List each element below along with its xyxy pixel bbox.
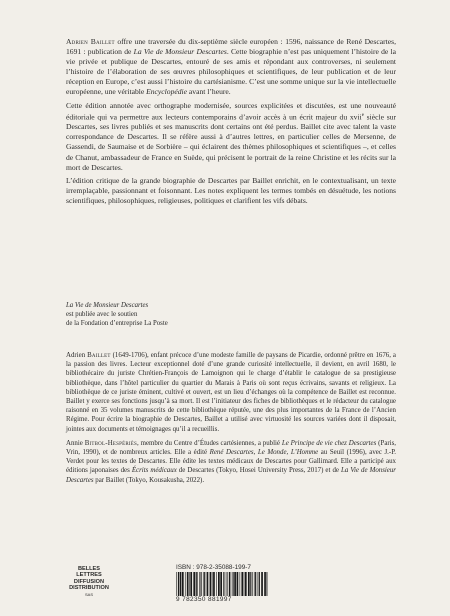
barcode-bar xyxy=(245,572,247,596)
barcode-bar xyxy=(203,572,204,596)
barcode-bar xyxy=(258,572,259,596)
barcode-bar xyxy=(252,572,253,596)
barcode-bar xyxy=(196,572,197,596)
barcode-bar xyxy=(259,572,260,596)
barcode-bar xyxy=(199,572,200,596)
barcode-bar xyxy=(248,572,250,596)
barcode-digits: 9 782350 881997 xyxy=(176,596,232,603)
barcode-bar xyxy=(231,572,232,596)
barcode-bar xyxy=(226,572,227,596)
barcode-bar xyxy=(212,572,213,596)
barcode-bar xyxy=(244,572,245,596)
barcode-bar xyxy=(218,572,220,596)
barcode-bar xyxy=(178,572,179,596)
barcode-bar xyxy=(176,572,177,596)
barcode-bar xyxy=(187,572,189,596)
barcode-bar xyxy=(237,572,239,596)
barcode-bar xyxy=(180,572,182,596)
barcode-bar xyxy=(233,572,234,596)
barcode-bar xyxy=(210,572,212,596)
barcode xyxy=(176,572,268,596)
barcode-bar xyxy=(240,572,241,596)
barcode-bar xyxy=(261,572,263,596)
isbn-text: ISBN : 978-2-35088-199-7 xyxy=(176,564,251,571)
back-cover-footer xyxy=(66,564,396,606)
barcode-bar xyxy=(264,572,266,596)
isbn-block xyxy=(176,564,376,606)
barcode-bar xyxy=(185,572,186,596)
barcode-bar xyxy=(241,572,243,596)
barcode-bar xyxy=(204,572,205,596)
bio-bitbol: Annie Bitbol-Hespériès, membre du Centre d’Études cartésiennes, a publié Le Principe de vie chez Descartes (Paris, Vrin, 1990), et de nombreux articles. Elle a édité René Descartes, Le Monde, L’Homme au Seuil (1996), avec J.-P. Verdet pour les textes de Descartes. Elle édite les textes médicaux de Descartes pour Gallimard. Elle a participé aux éditions japonaises des Écrits médicaux de Descartes (Tokyo, Hosei University Press, 2017) et de La Vie de Monsieur Descartes par Baillet (Tokyo, Kousakusha, 2022). xyxy=(66,439,396,484)
barcode-bar xyxy=(213,572,215,596)
sponsor-credit: La Vie de Monsieur Descartes est publiée avec le soutien de la Fondation d’entreprise La Poste xyxy=(66,302,168,327)
barcode-bar xyxy=(227,572,228,596)
barcode-bar xyxy=(207,572,209,596)
barcode-bar xyxy=(197,572,198,596)
book-title: La Vie de Monsieur Descartes xyxy=(133,47,227,57)
barcode-bar xyxy=(254,572,255,596)
barcode-bar xyxy=(220,572,222,596)
publisher-logo: BELLES LETTRES DIFFUSION DISTRIBUTION SAS xyxy=(69,566,109,597)
barcode-bar xyxy=(201,572,202,596)
barcode-bar xyxy=(193,572,195,596)
barcode-bar xyxy=(250,572,251,596)
barcode-bar xyxy=(223,572,224,596)
author-name: Adrien Baillet xyxy=(66,37,115,46)
intro-paragraph-1: Adrien Baillet offre une traversée du dix-septième siècle européen : 1596, naissance de René Descartes, 1691 : publication de La Vie de Monsieur Descartes. Cette biographie n’est pas uniquement l’histoire de la vie privée et publique de Descartes, entouré de ses amis et répondant aux controverses, ni seulement l’histoire de l’élaboration de ses œuvres philosophiques et scientifiques, de leur publication et de leur réception en Europe, c’est aussi l’histoire du cartésianisme. C’est une somme unique sur la vie intellectuelle européenne, une véritable Encyclopédie avant l’heure. xyxy=(66,37,396,97)
barcode-bar xyxy=(216,572,217,596)
barcode-bar xyxy=(255,572,256,596)
barcode-bar xyxy=(189,572,190,596)
barcode-bar xyxy=(234,572,236,596)
intro-paragraph-2: Cette édition annotée avec orthographe modernisée, sources explicitées et discutées, est une nouveauté éditoriale qui va permettre aux lecteurs contemporains d’avoir accès à un écrit majeur du xvii$^e$ siècle sur Descartes, ses livres publiés et ses manuscrits dont certains ont été perdus. Baillet cite avec talent la vaste correspondance de Descartes. Il se réfère aussi à d’autres lettres, en particulier celles de Mersenne, de Gassendi, de Saumaise et de Sorbière – qui éclairent des thèmes philosophiques et scientifiques –, et celles de Chanut, ambassadeur de France en Suède, qui précisent le portrait de la reine Christine et les récits sur la mort de Descartes. xyxy=(66,100,396,172)
barcode-bar xyxy=(229,572,230,596)
barcode-bar xyxy=(190,572,192,596)
author-bios xyxy=(66,351,396,488)
intro-text xyxy=(66,37,396,209)
barcode-bar xyxy=(267,572,268,596)
bio-baillet: Adrien Baillet (1649-1706), enfant précoce d’une modeste famille de paysans de Picardie, ordonné prêtre en 1676, a la passion des livres. Lecteur exceptionnel doté d’une grande curiosité intellectuelle, il devient, en avril 1680, le bibliothécaire du juriste Chrétien-François de Lamoignon qui le charge d’établir le catalogue de sa prestigieuse bibliothèque, dans l’hôtel particulier du quartier du Marais à Paris où sont reçus écrivains, savants et religieux. La bibliothèque de ce juriste éminent, cultivé et ouvert, est un lieu d’échanges où la compétence de Baillet est reconnue. Baillet y exerce ses fonctions jusqu’à sa mort. Il est l’initiateur des fiches de bibliothèques et le rédacteur du catalogue raisonné en 35 volumes manuscrits de cette bibliothèque réputée, une des plus importantes de la France de l’Ancien Régime. Pour écrire la biographie de Descartes, Baillet a utilisé avec virtuosité les sources variées dont il disposait, jointes aux documents et témoignages qu’il a recueillis. xyxy=(66,352,396,433)
intro-paragraph-3: L’édition critique de la grande biographie de Descartes par Baillet enrichit, en le contextualisant, un texte irremplaçable, passionnant et foisonnant. Les notes expliquent les termes tombés en désuétude, les notions scientifiques, philosophiques, religieuses, politiques et clarifient les vifs débats. xyxy=(66,175,396,205)
barcode-bar xyxy=(182,572,184,596)
